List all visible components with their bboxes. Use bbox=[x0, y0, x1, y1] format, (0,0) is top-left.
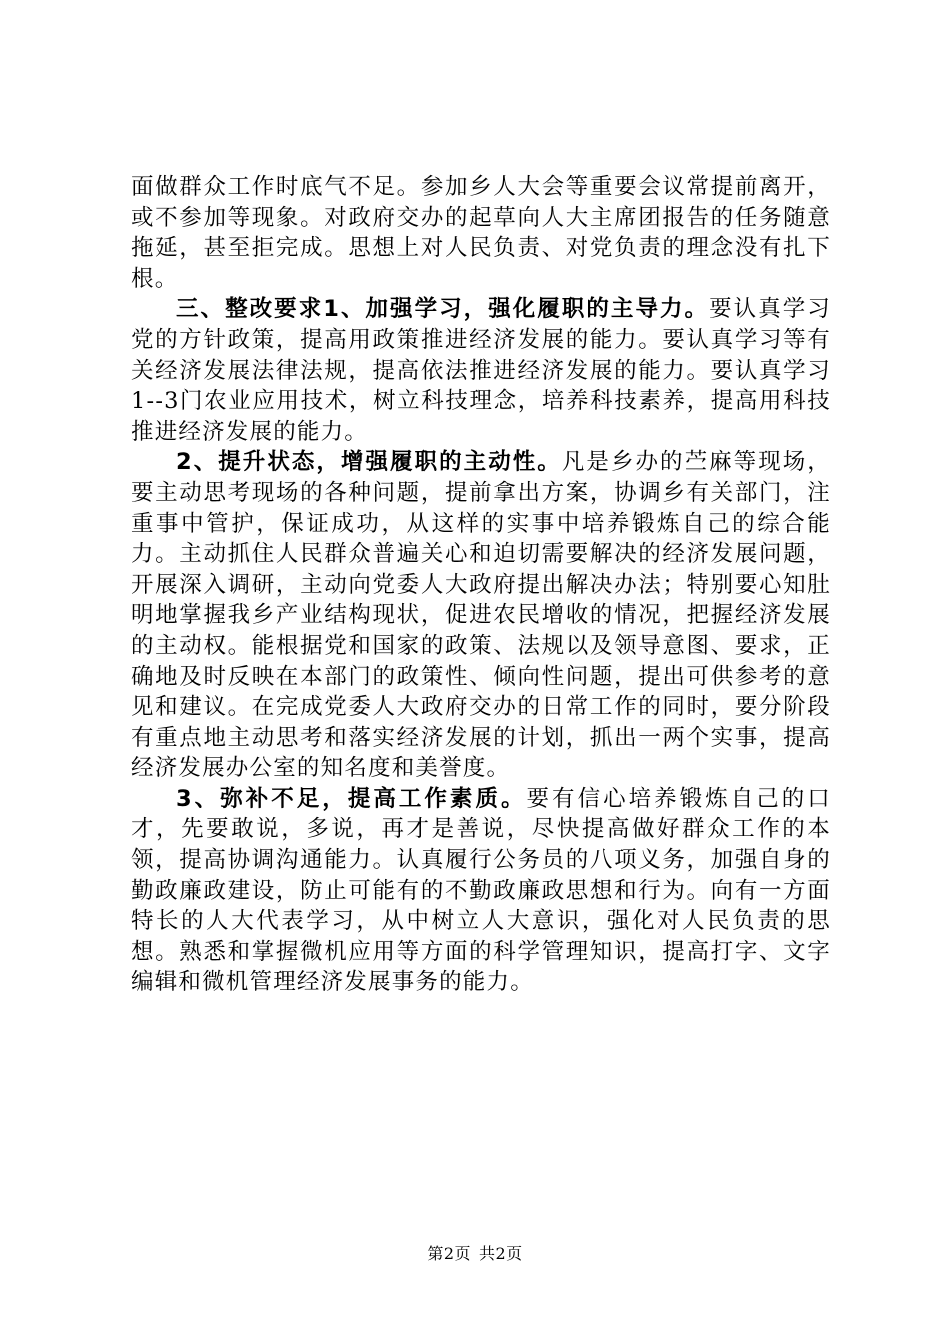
total-pages: 共2页 bbox=[479, 1244, 523, 1263]
document-body bbox=[131, 172, 831, 998]
paragraph-improve-state bbox=[131, 447, 831, 784]
paragraph-heading: 三、整改要求1、加强学习，强化履职的主导力。 bbox=[176, 296, 710, 323]
paragraph-text: 凡是乡办的苎麻等现场，要主动思考现场的各种问题，提前拿出方案，协调乡有关部门，注重事中管护，保证成功，从这样的实事中培养锻炼自己的综合能力。主动抓住人民群众普遍关心和迫切需要解决的经济发展问题，开展深入调研，主动向党委人大政府提出解决办法；特别要心知肚明地掌握我乡产业结构现状，促进农民增收的情况，把握经济发展的主动权。能根据党和国家的政策、法规以及领导意图、要求，正确地及时反映在本部门的政策性、倾向性问题，提出可供参考的意见和建议。在完成党委人大政府交办的日常工作的同时，要分阶段有重点地主动思考和落实经济发展的计划，抓出一两个实事，提高经济发展办公室的知名度和美誉度。 bbox=[131, 449, 831, 782]
paragraph-text: 面做群众工作时底气不足。参加乡人大会等重要会议常提前离开，或不参加等现象。对政府交办的起草向人大主席团报告的任务随意拖延，甚至拒完成。思想上对人民负责、对党负责的理念没有扎下根。 bbox=[131, 174, 831, 292]
paragraph-heading: 3、弥补不足，提高工作素质。 bbox=[176, 785, 527, 812]
page-footer bbox=[0, 1244, 950, 1264]
paragraph-continuation bbox=[131, 172, 831, 294]
paragraph-make-up-deficiencies bbox=[131, 784, 831, 998]
paragraph-heading: 2、提升状态，增强履职的主动性。 bbox=[176, 449, 562, 476]
paragraph-rectification-requirements bbox=[131, 294, 831, 447]
page-number: 第2页 bbox=[427, 1244, 471, 1263]
paragraph-text: 要认真学习党的方针政策，提高用政策推进经济发展的能力。要认真学习等有关经济发展法律法规，提高依法推进经济发展的能力。要认真学习1--3门农业应用技术，树立科技理念，培养科技素养，提高用科技推进经济发展的能力。 bbox=[131, 296, 831, 445]
paragraph-text: 要有信心培养锻炼自己的口才，先要敢说，多说，再才是善说，尽快提高做好群众工作的本领，提高协调沟通能力。认真履行公务员的八项义务，加强自身的勤政廉政建设，防止可能有的不勤政廉政思想和行为。向有一方面特长的人大代表学习，从中树立人大意识，强化对人民负责的思想。熟悉和掌握微机应用等方面的科学管理知识，提高打字、文字编辑和微机管理经济发展事务的能力。 bbox=[131, 785, 831, 996]
